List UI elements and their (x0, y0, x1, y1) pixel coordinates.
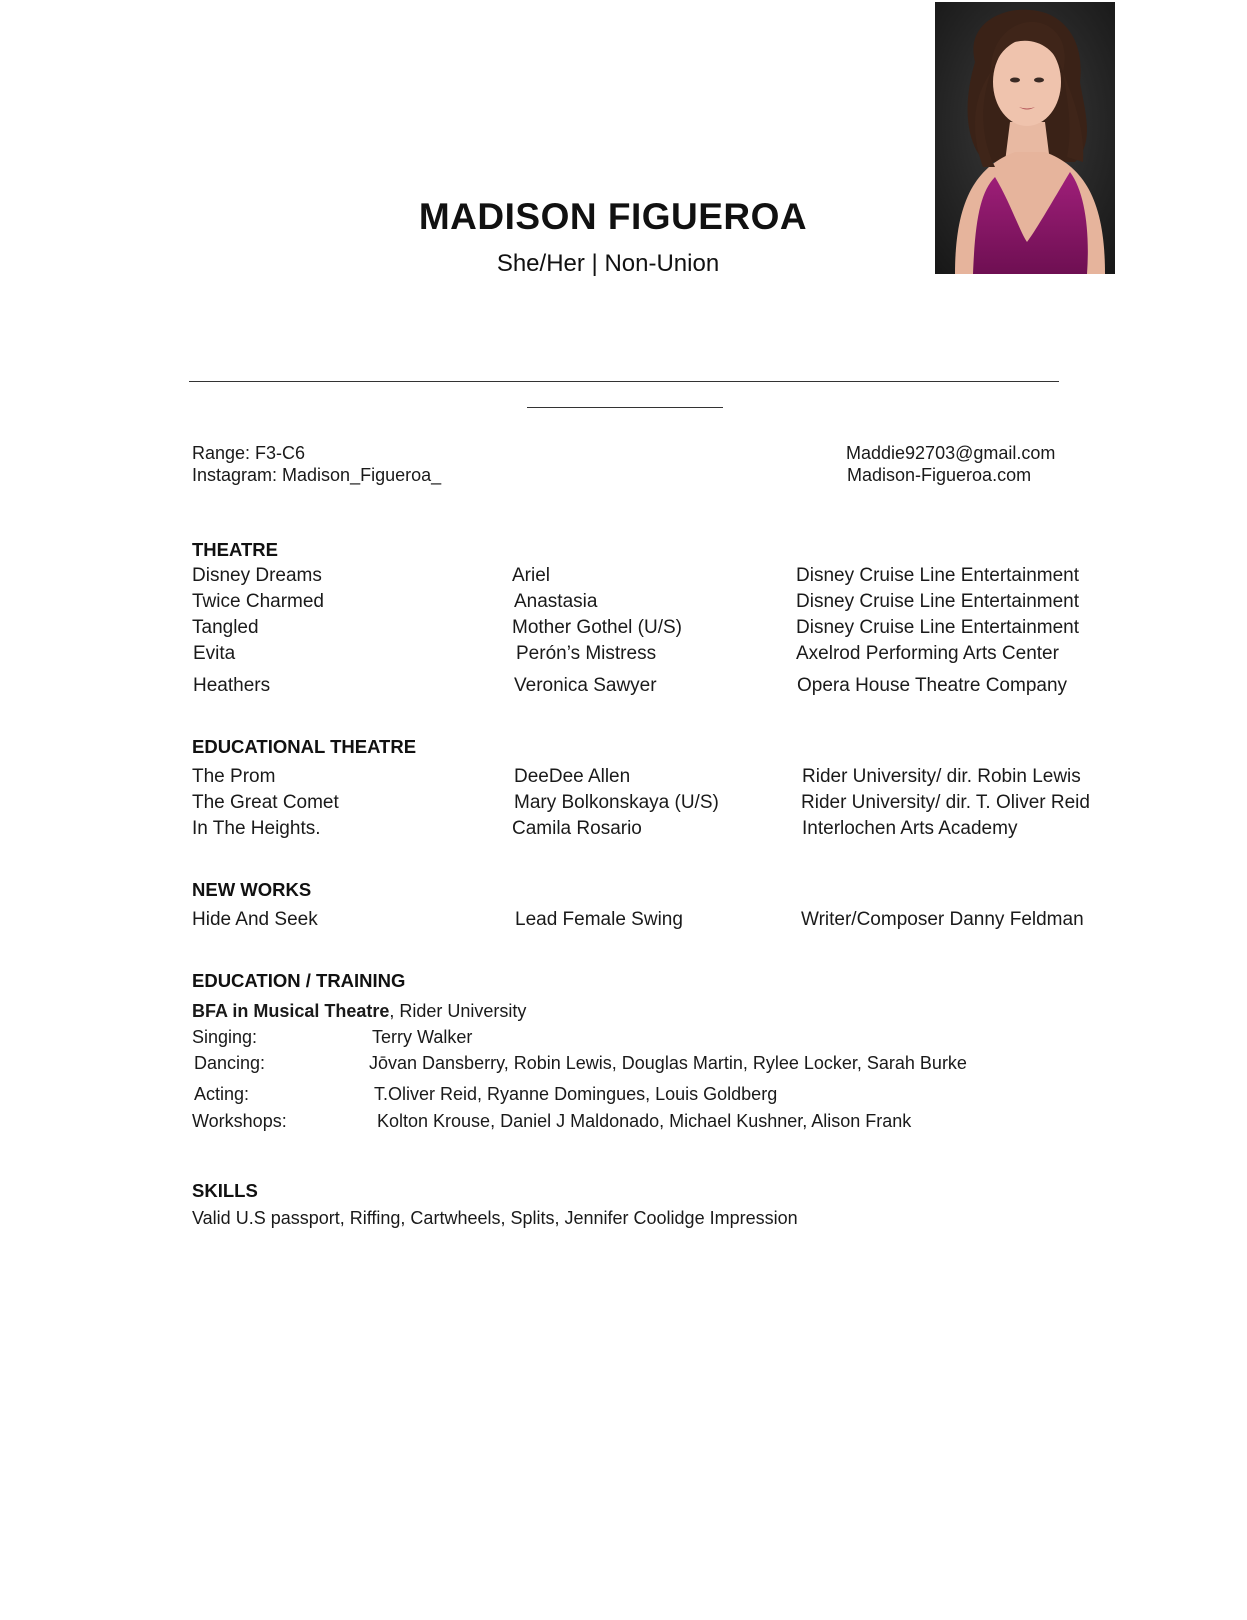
credit-company: Writer/Composer Danny Feldman (801, 909, 1084, 930)
training-label: Workshops: (192, 1111, 287, 1131)
credit-company: Disney Cruise Line Entertainment (796, 617, 1080, 638)
school: , Rider University (389, 1001, 527, 1021)
credit-show: In The Heights. (192, 818, 321, 839)
training-label: Acting: (194, 1084, 250, 1104)
training-value: Kolton Krouse, Daniel J Maldonado, Michael Kushner, Alison Frank (377, 1111, 912, 1131)
skills-list: Valid U.S passport, Riffing, Cartwheels, Splits, Jennifer Coolidge Impression (192, 1208, 798, 1228)
training-value: Jōvan Dansberry, Robin Lewis, Douglas Martin, Rylee Locker, Sarah Burke (369, 1053, 967, 1073)
training-label: Dancing: (194, 1053, 266, 1073)
credit-role: Ariel (512, 565, 551, 586)
section-heading-theatre: THEATRE (192, 539, 278, 560)
credit-show: Heathers (193, 675, 271, 696)
credit-show: Hide And Seek (192, 909, 318, 930)
credit-role: DeeDee Allen (514, 766, 631, 787)
credit-show: The Prom (192, 766, 276, 787)
resume-name: MADISON FIGUEROA (418, 196, 808, 237)
credit-role: Lead Female Swing (515, 909, 683, 930)
section-heading-education: EDUCATION / TRAINING (192, 970, 406, 991)
pronouns-union-status: She/Her | Non-Union (496, 250, 720, 277)
credit-role: Mother Gothel (U/S) (512, 617, 682, 638)
section-heading-new-works: NEW WORKS (192, 879, 312, 900)
credit-show: The Great Comet (192, 792, 339, 813)
credit-company: Axelrod Performing Arts Center (796, 643, 1059, 664)
training-label: Singing: (192, 1027, 258, 1047)
credit-show: Evita (193, 643, 236, 664)
divider-line-short (527, 407, 723, 408)
credit-company: Interlochen Arts Academy (802, 818, 1018, 839)
training-value: T.Oliver Reid, Ryanne Domingues, Louis Goldberg (374, 1084, 778, 1104)
vocal-range: Range: F3-C6 (192, 443, 306, 463)
credit-show: Disney Dreams (192, 565, 322, 586)
credit-role: Perón’s Mistress (516, 643, 657, 664)
degree-line (192, 1000, 526, 1022)
credit-show: Twice Charmed (192, 591, 324, 612)
instagram-handle: Instagram: Madison_Figueroa_ (192, 465, 442, 485)
section-heading-educational-theatre: EDUCATIONAL THEATRE (192, 736, 417, 757)
section-heading-skills: SKILLS (192, 1180, 258, 1201)
degree: BFA in Musical Theatre (192, 1001, 390, 1021)
credit-company: Rider University/ dir. Robin Lewis (802, 766, 1081, 787)
credit-role: Mary Bolkonskaya (U/S) (514, 792, 719, 813)
divider-line (189, 381, 1059, 382)
credit-company: Disney Cruise Line Entertainment (796, 591, 1080, 612)
training-value: Terry Walker (372, 1027, 473, 1047)
credit-role: Veronica Sawyer (514, 675, 657, 696)
credit-role: Anastasia (514, 591, 598, 612)
website: Madison-Figueroa.com (847, 465, 1032, 485)
credit-show: Tangled (192, 617, 259, 638)
credit-role: Camila Rosario (512, 818, 642, 839)
email-address: Maddie92703@gmail.com (846, 443, 1056, 463)
credit-company: Disney Cruise Line Entertainment (796, 565, 1080, 586)
credit-company: Rider University/ dir. T. Oliver Reid (801, 792, 1090, 813)
credit-company: Opera House Theatre Company (797, 675, 1068, 696)
